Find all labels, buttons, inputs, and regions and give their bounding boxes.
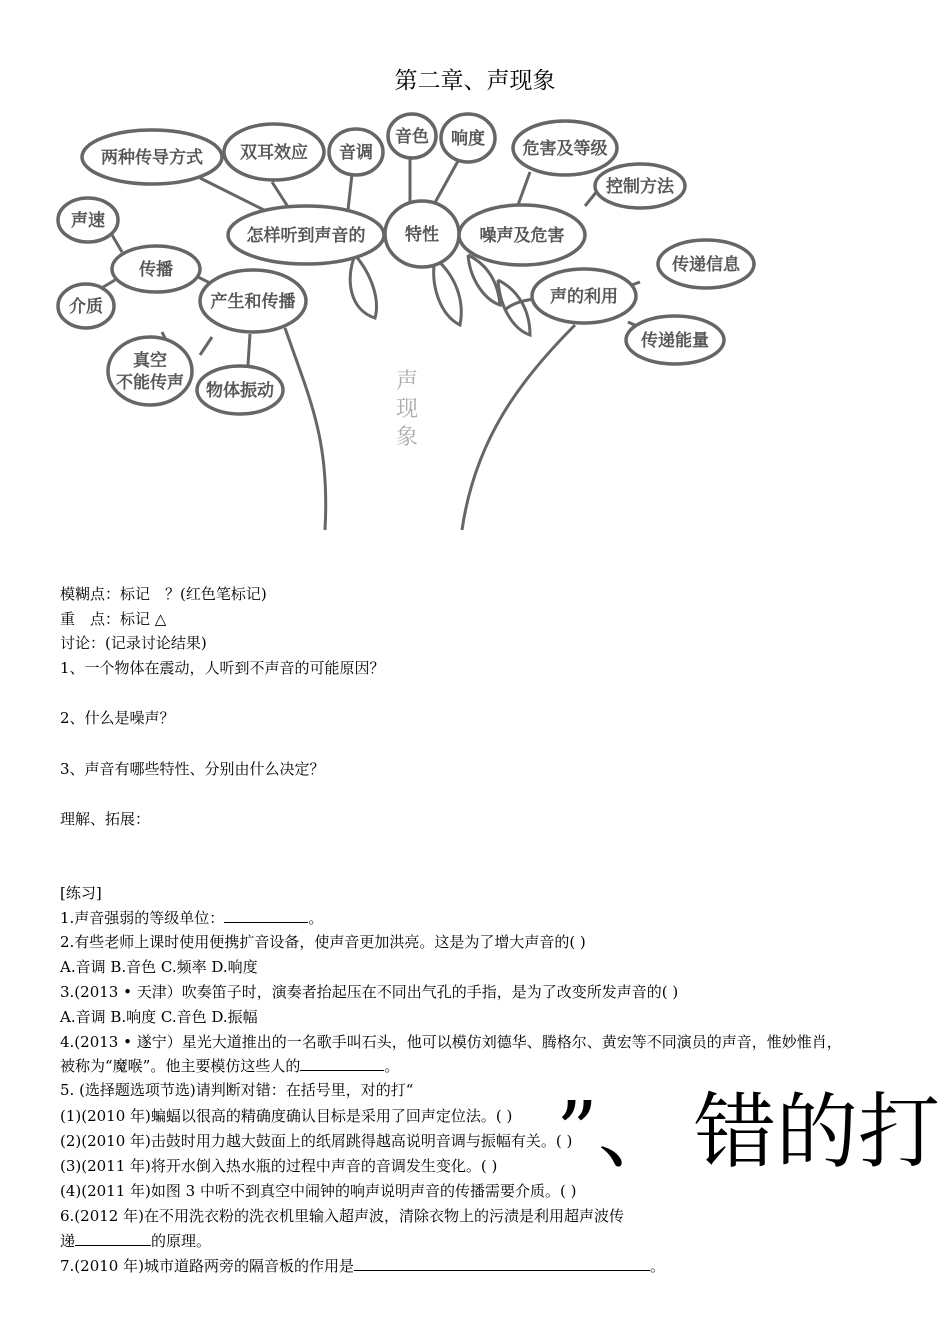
exercise-4-end: 。 [384,1057,400,1075]
answer-blank[interactable] [354,1256,650,1271]
node-vacuum-line2: 不能传声 [116,373,184,393]
node-pitch: 音调 [339,143,373,163]
understand-heading: 理解、拓展： [60,810,151,828]
node-medium: 介质 [69,297,103,317]
node-noise: 噪声及危害 [479,226,565,246]
exercise-4-line1: 4.(2013 • 遂宁）星光大道推出的一名歌手叫石头，他可以模仿刘德华、腾格尔、黄宏等不同演员的声音，惟妙惟肖， [60,1033,842,1051]
trunk-char-1: 声 [395,369,419,394]
answer-blank[interactable] [224,908,308,923]
exercise-1-text: 1.声音强弱的等级单位： [60,909,225,927]
node-transfer-energy: 传递能量 [641,331,709,351]
exercise-2: 2.有些老师上课时使用便携扩音设备，使声音更加洪亮。这是为了增大声音的( ) [60,933,586,951]
exercise-header: [练习] [60,884,102,902]
exercise-5-1: (1)(2010 年)蝙蝠以很高的精确度确认目标是采用了回声定位法。( ) [60,1107,513,1125]
node-vibration: 物体振动 [206,381,274,401]
exercise-5-3: (3)(2011 年)将开水倒入热水瓶的过程中声音的音调发生变化。( ) [60,1157,498,1175]
exercise-7-text: 7.(2010 年)城市道路两旁的隔音板的作用是 [60,1257,354,1275]
exercise-3: 3.(2013 • 天津）吹奏笛子时，演奏者抬起压在不同出气孔的手指，是为了改变所发声音的( ) [60,983,679,1001]
key-note: 重 点：标记 △ [60,610,167,628]
question-2: 2、什么是噪声？ [60,709,175,727]
exercise-6-end: 的原理。 [151,1232,212,1250]
exercise-5: 5. (选择题选项节选)请判断对错：在括号里，对的打“ [60,1081,414,1099]
node-control: 控制方法 [606,177,674,197]
mind-map [0,110,950,550]
node-vacuum-line1: 真空 [133,351,167,371]
exercise-1-end: 。 [308,909,324,927]
big-overflow-text: 错的打 [694,1085,941,1180]
fuzzy-note: 模糊点：标记 ？(红色笔标记) [60,585,267,603]
exercise-3-options: A.音调 B.响度 C.音色 D.振幅 [60,1008,258,1026]
exercise-2-options: A.音调 B.音色 C.频率 D.响度 [60,958,258,976]
node-property: 特性 [405,225,439,245]
exercise-7-end: 。 [649,1257,665,1275]
answer-blank[interactable] [300,1056,384,1071]
question-3: 3、声音有哪些特性、分别由什么决定？ [60,760,325,778]
node-use: 声的利用 [550,287,618,307]
exercise-6-line2 [60,1231,211,1251]
node-binaural: 双耳效应 [240,143,308,163]
exercise-6-line1: 6.(2012 年)在不用洗衣粉的洗衣机里输入超声波，清除衣物上的污渍是利用超声波传 [60,1207,624,1225]
exercise-5-2: (2)(2010 年)击鼓时用力越大鼓面上的纸屑跳得越高说明音调与振幅有关。( ) [60,1132,573,1150]
exercise-5-4: (4)(2011 年)如图 3 中听不到真空中闹钟的响声说明声音的传播需要介质。( ) [60,1182,577,1200]
node-speed: 声速 [71,211,105,231]
node-loudness: 响度 [451,129,485,149]
exercise-1 [60,908,323,928]
discuss-note: 讨论：(记录讨论结果) [60,634,207,652]
big-quote-mark: ”、 [556,1085,680,1180]
exercise-4-line2 [60,1056,399,1076]
exercise-6-text: 递 [60,1232,76,1250]
answer-blank[interactable] [75,1231,151,1246]
trunk-char-3: 象 [395,425,419,450]
node-timbre: 音色 [395,127,429,147]
node-harm-level: 危害及等级 [522,139,608,159]
node-produce: 产生和传播 [210,292,296,312]
node-propagation: 传播 [139,260,173,280]
page-title: 第二章、声现象 [394,68,556,94]
trunk-char-2: 现 [395,397,419,422]
node-transfer-info: 传递信息 [672,255,740,275]
question-1: 1、一个物体在震动，人听到不声音的可能原因？ [60,659,385,677]
node-how-hear: 怎样听到声音的 [246,226,366,246]
exercise-4-text: 被称为“魔喉”。他主要模仿这些人的 [60,1057,301,1075]
exercise-7 [60,1256,665,1276]
node-two-ways: 两种传导方式 [101,148,203,168]
